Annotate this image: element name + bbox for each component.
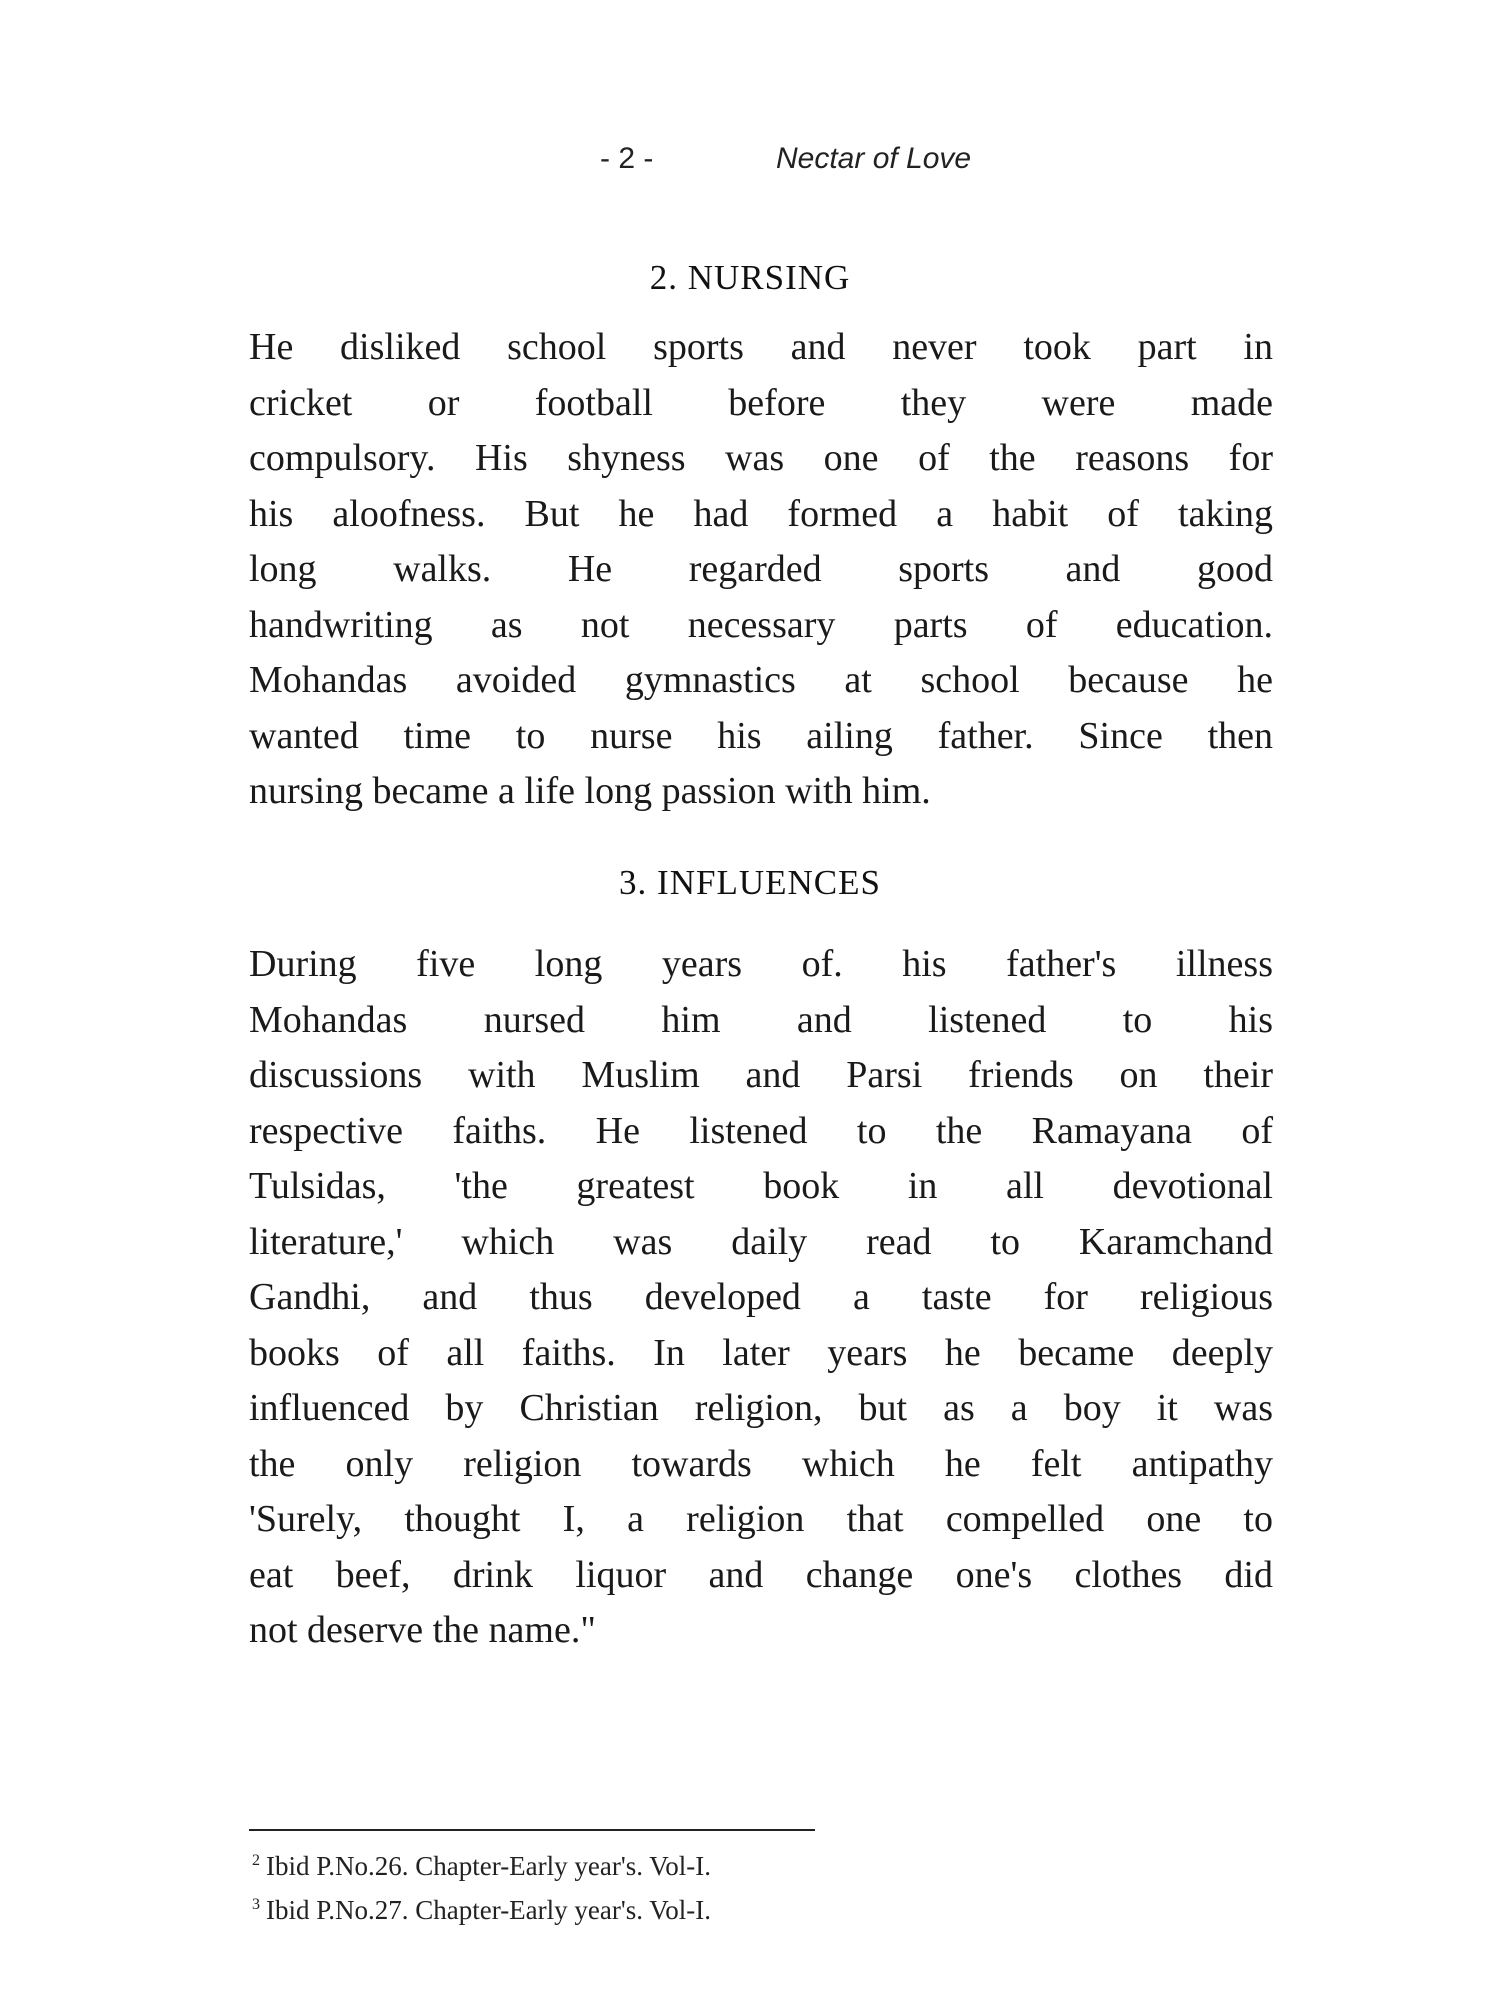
text-line: Tulsidas, 'the greatest book in all devotional [249, 1165, 1273, 1207]
footnote-text: Ibid P.No.27. Chapter-Early year's. Vol-I. [266, 1895, 711, 1925]
text-line: literature,' which was daily read to Karamchand [249, 1220, 1273, 1263]
text-line: the only religion towards which he felt antipathy [249, 1442, 1273, 1485]
footnote [252, 1895, 711, 1926]
text-line: discussions with Muslim and Parsi friends on their [249, 1054, 1273, 1096]
text-line: He disliked school sports and never took part in [249, 326, 1273, 368]
text-line: Mohandas nursed him and listened to his [249, 998, 1273, 1041]
paragraph-influences [249, 937, 1273, 1659]
text-line: compulsory. His shyness was one of the reasons for [249, 437, 1273, 479]
text-line: cricket or football before they were made [249, 381, 1273, 424]
footnote-text: Ibid P.No.26. Chapter-Early year's. Vol-I. [266, 1851, 711, 1881]
text-line: not deserve the name." [249, 1609, 596, 1651]
section-heading-influences: 3. INFLUENCES [619, 863, 881, 902]
book-title: Nectar of Love [776, 142, 972, 175]
text-line: 'Surely, thought I, a religion that compelled one to [249, 1498, 1273, 1540]
text-line: handwriting as not necessary parts of education. [249, 603, 1273, 646]
text-line: his aloofness. But he had formed a habit of taking [249, 492, 1273, 535]
footnote-mark: 2 [252, 1852, 260, 1869]
page-number: - 2 - [600, 142, 654, 175]
footnote-mark: 3 [252, 1896, 260, 1913]
footnote-divider [249, 1829, 815, 1831]
section-heading-nursing: 2. NURSING [649, 258, 851, 297]
text-line: respective faiths. He listened to the Ramayana of [249, 1109, 1273, 1152]
text-line: During five long years of. his father's illness [249, 943, 1273, 985]
text-line: Mohandas avoided gymnastics at school because he [249, 659, 1273, 701]
text-line: long walks. He regarded sports and good [249, 548, 1273, 590]
text-line: nursing became a life long passion with him. [249, 770, 931, 812]
paragraph-nursing [249, 320, 1273, 820]
text-line: wanted time to nurse his ailing father. Since then [249, 714, 1273, 757]
text-line: influenced by Christian religion, but as a boy it was [249, 1387, 1273, 1429]
text-line: Gandhi, and thus developed a taste for religious [249, 1276, 1273, 1318]
footnote [252, 1851, 711, 1882]
text-line: books of all faiths. In later years he became deeply [249, 1331, 1273, 1374]
running-header [0, 142, 1500, 186]
text-line: eat beef, drink liquor and change one's clothes did [249, 1553, 1273, 1596]
